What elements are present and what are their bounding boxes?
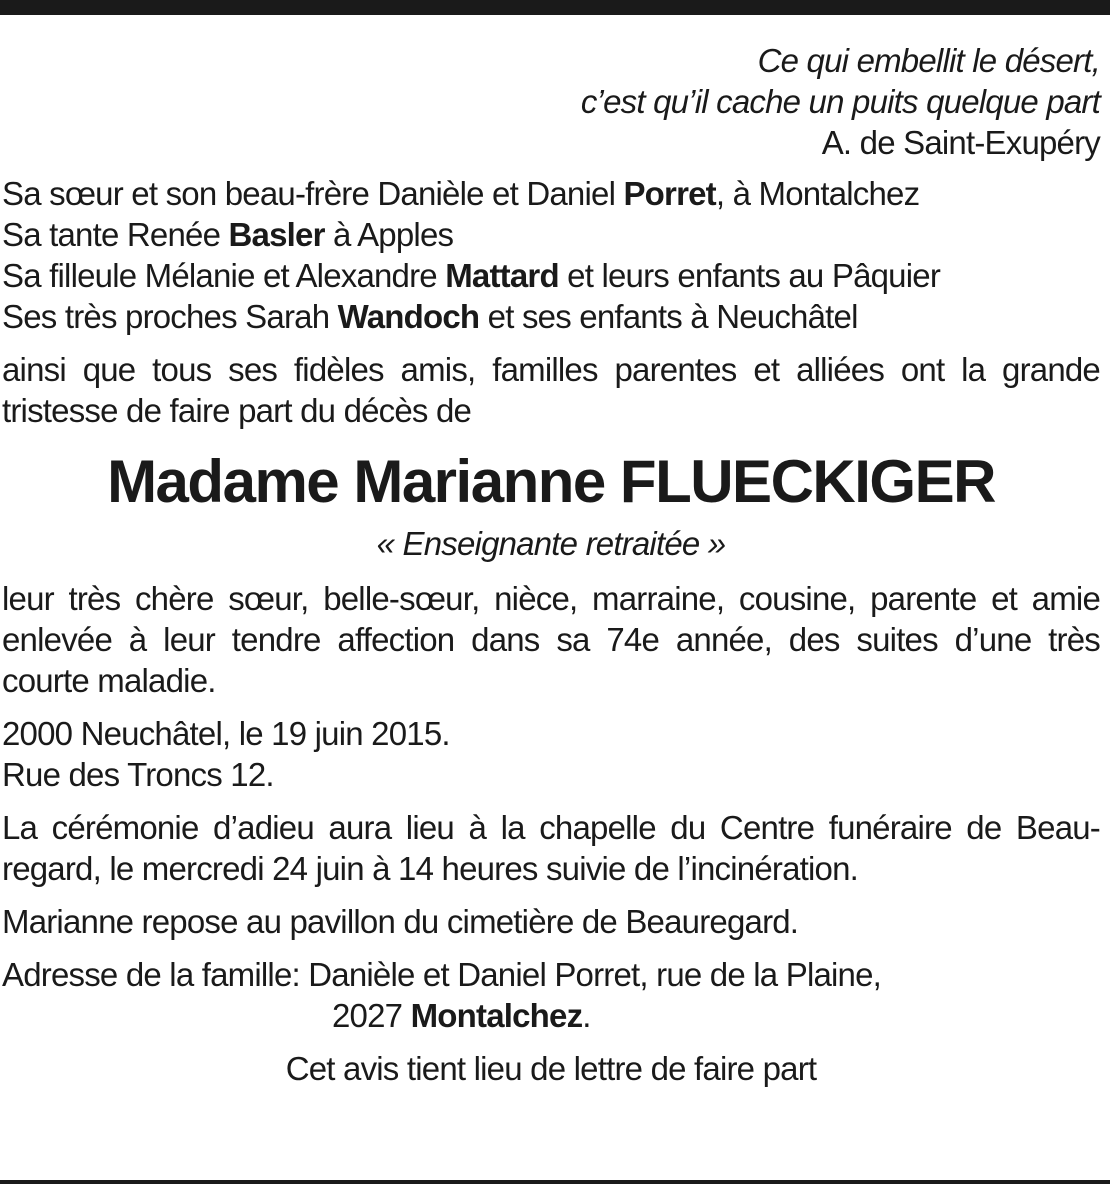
family-member-line: Sa filleule Mélanie et Alexandre Mattard et leurs enfants au Pâquier <box>2 257 941 294</box>
obituary-notice <box>2 40 1100 1089</box>
epigraph-quote <box>2 40 1100 163</box>
quote-author: A. de Saint-Exupéry <box>821 124 1100 161</box>
announcement-line: tristesse de faire part du décès de <box>2 392 472 429</box>
place-date-line: Rue des Troncs 12. <box>2 756 274 793</box>
place-date <box>2 713 1100 795</box>
announcement-line: ainsi que tous ses fidèles amis, familles parentes et alliées ont la grande <box>2 351 1100 388</box>
closing-note: Cet avis tient lieu de lettre de faire part <box>285 1050 817 1087</box>
family-member-line: Sa sœur et son beau-frère Danièle et Daniel Porret, à Montalchez <box>2 175 920 212</box>
ceremony-paragraph <box>2 807 1100 889</box>
top-rule <box>0 0 1110 15</box>
family-address <box>2 954 1100 1036</box>
description-line: courte maladie. <box>2 662 216 699</box>
ceremony-line: La cérémonie d’adieu aura lieu à la chapelle du Centre funéraire de Beau- <box>2 809 1100 846</box>
announcement-paragraph <box>2 349 1100 431</box>
family-surname: Mattard <box>445 257 559 294</box>
quote-line: Ce qui embellit le désert, <box>757 42 1100 79</box>
family-list <box>2 173 1100 337</box>
family-address-locality: 2027 Montalchez. <box>332 997 591 1034</box>
bottom-rule <box>0 1180 1110 1184</box>
family-member-line: Ses très proches Sarah Wandoch et ses enfants à Neuchâtel <box>2 298 858 335</box>
deceased-occupation: « Enseignante retraitée » <box>376 525 726 562</box>
description-paragraph <box>2 578 1100 701</box>
deceased-name: Madame Marianne FLUECKIGER <box>107 448 995 515</box>
description-line: enlevée à leur tendre affection dans sa 74e année, des suites d’une très <box>2 621 1100 658</box>
family-surname: Basler <box>228 216 325 253</box>
quote-line: c’est qu’il cache un puits quelque part <box>580 83 1100 120</box>
family-member-line: Sa tante Renée Basler à Apples <box>2 216 454 253</box>
description-line: leur très chère sœur, belle-sœur, nièce, marraine, cousine, parente et amie <box>2 580 1100 617</box>
family-address-line: Adresse de la famille: Danièle et Daniel Porret, rue de la Plaine, <box>2 956 882 993</box>
place-date-line: 2000 Neuchâtel, le 19 juin 2015. <box>2 715 450 752</box>
family-surname: Porret <box>623 175 716 212</box>
ceremony-line: regard, le mercredi 24 juin à 14 heures suivie de l’incinération. <box>2 850 859 887</box>
family-address-town: Montalchez <box>410 997 583 1034</box>
family-surname: Wandoch <box>337 298 480 335</box>
rest-place: Marianne repose au pavillon du cimetière de Beauregard. <box>2 903 799 940</box>
